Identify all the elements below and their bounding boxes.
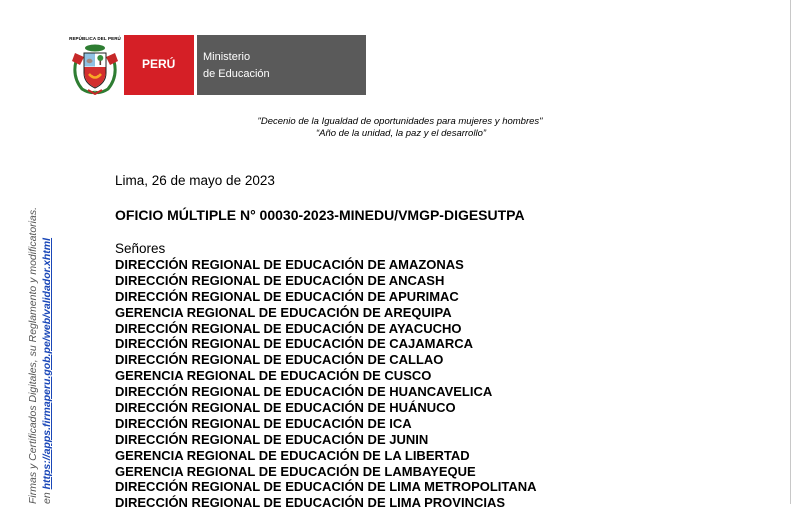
ministry-name-line1: Ministerio xyxy=(203,51,251,63)
ministry-badge xyxy=(197,35,366,95)
letter-date: Lima, 26 de mayo de 2023 xyxy=(115,173,275,188)
ministry-name-line2: de Educación xyxy=(203,68,270,80)
addressee-item: GERENCIA REGIONAL DE EDUCACIÓN DE CUSCO xyxy=(115,368,432,384)
validation-prefix: en xyxy=(41,492,53,504)
addressee-item: GERENCIA REGIONAL DE EDUCACIÓN DE LAMBAYEQUE xyxy=(115,463,476,479)
ministry-logo xyxy=(66,35,366,95)
addressee-list xyxy=(115,257,537,511)
national-crest xyxy=(66,35,124,95)
addressee-item: DIRECCIÓN REGIONAL DE EDUCACIÓN DE CAJAMARCA xyxy=(115,336,474,352)
addressee-item: DIRECCIÓN REGIONAL DE EDUCACIÓN DE AYACUCHO xyxy=(115,320,462,336)
salutation: Señores xyxy=(115,241,166,256)
country-badge xyxy=(124,35,194,95)
coat-of-arms-icon xyxy=(68,43,122,95)
official-mottos xyxy=(200,116,600,140)
page-edge-divider xyxy=(790,0,791,504)
addressee-item: DIRECCIÓN REGIONAL DE EDUCACIÓN DE AMAZONAS xyxy=(115,257,464,272)
crest-caption: REPÚBLICA DEL PERÚ xyxy=(69,36,121,41)
addressee-item: DIRECCIÓN REGIONAL DE EDUCACIÓN DE ICA xyxy=(115,415,412,431)
country-label: PERÚ xyxy=(142,57,176,71)
validation-text-line1: Firmas y Certificados Digitales, su Reglamento y modificatorias. xyxy=(27,206,39,504)
addressee-item: DIRECCIÓN REGIONAL DE EDUCACIÓN DE HUÁNUCO xyxy=(115,400,456,416)
addressee-item: DIRECCIÓN REGIONAL DE EDUCACIÓN DE LIMA PROVINCIAS xyxy=(115,495,506,511)
addressee-item: DIRECCIÓN REGIONAL DE EDUCACIÓN DE CALLAO xyxy=(115,352,444,368)
addressee-item: GERENCIA REGIONAL DE EDUCACIÓN DE AREQUIPA xyxy=(115,304,452,320)
addressee-item: DIRECCIÓN REGIONAL DE EDUCACIÓN DE JUNIN xyxy=(115,431,429,447)
year-motto: “Año de la unidad, la paz y el desarrollo” xyxy=(315,128,487,139)
addressee-item: DIRECCIÓN REGIONAL DE EDUCACIÓN DE HUANCAVELICA xyxy=(115,384,493,400)
addressee-item: DIRECCIÓN REGIONAL DE EDUCACIÓN DE LIMA METROPOLITANA xyxy=(115,479,537,495)
decade-motto: "Decenio de la Igualdad de oportunidades para mujeres y hombres" xyxy=(257,116,543,127)
validator-link[interactable]: https://apps.firmaperu.gob.pe/web/validador.xhtml xyxy=(41,237,53,490)
addressee-item: DIRECCIÓN REGIONAL DE EDUCACIÓN DE APURIMAC xyxy=(115,288,459,304)
document-reference: OFICIO MÚLTIPLE N° 00030-2023-MINEDU/VMGP-DIGESUTPA xyxy=(115,207,525,223)
addressee-item: GERENCIA REGIONAL DE EDUCACIÓN DE LA LIBERTAD xyxy=(115,447,470,463)
signature-validation-note xyxy=(27,84,57,504)
addressee-item: DIRECCIÓN REGIONAL DE EDUCACIÓN DE ANCASH xyxy=(115,272,445,288)
validation-text-line2 xyxy=(41,238,54,504)
